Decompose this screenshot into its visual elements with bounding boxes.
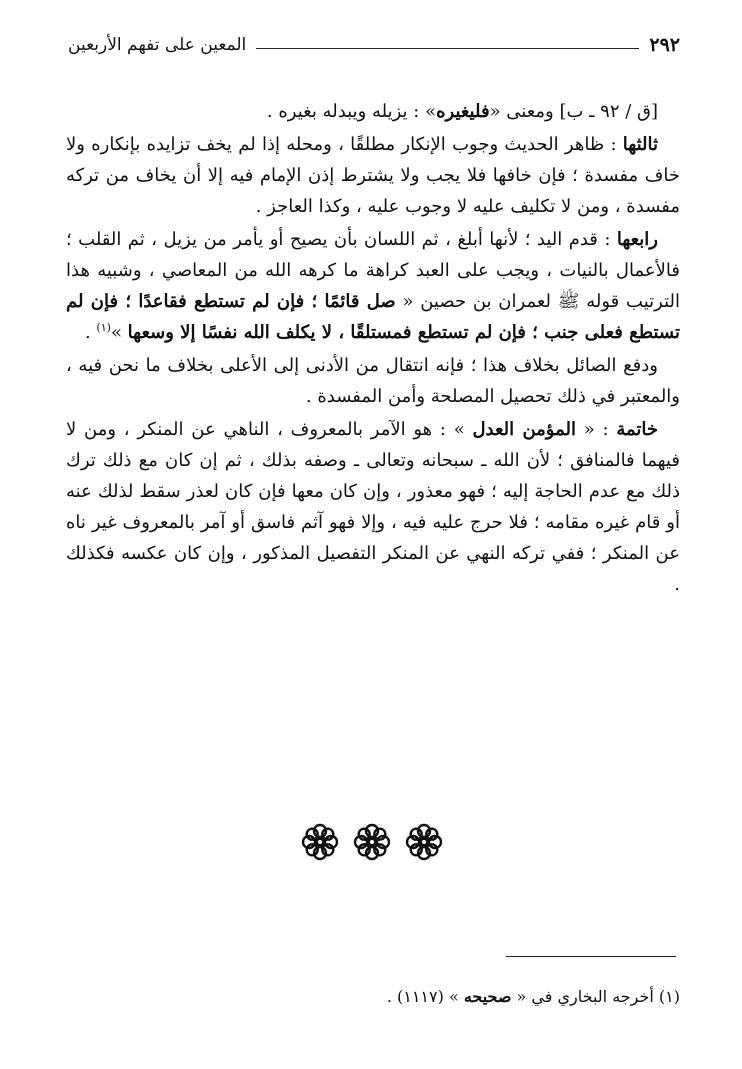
text-segment: [ق / ٩٢ ـ ب] ومعنى « — [489, 101, 658, 122]
footnote-text: (١) أخرجه البخاري في « — [511, 987, 680, 1006]
text-segment: » — [110, 322, 128, 343]
hadith-quote: صل قائمًا ؛ فإن لم تستطع فقاعدًا ؛ فإن لم تستطع فعلى جنب ؛ فإن لم تستطع فمستلقًا ، لا يكلف الله نفسًا إلا وسعها — [66, 291, 680, 343]
bold-term: فليغيره — [436, 101, 490, 122]
main-text — [66, 96, 680, 602]
page-header — [68, 30, 680, 60]
page-number: ٢٩٢ — [649, 34, 680, 56]
flower-ornament-icon — [352, 822, 392, 862]
footnote-marker[interactable]: (١) — [96, 321, 111, 334]
paragraph — [66, 350, 680, 412]
footnote-rule — [506, 956, 676, 957]
text-segment: . — [84, 322, 97, 343]
paragraph — [66, 129, 680, 222]
text-segment: : « — [576, 419, 617, 440]
text-segment: : ظاهر الحديث وجوب الإنكار مطلقًا ، ومحله إذا لم يخف تزايده بإنكاره ولا خاف مفسدة ؛ فإن خافها فلا يجب ولا يشترط إذن الإمام فيه إلا أن يخاف من تركه مفسدة ، ومن لا تكليف عليه لا وجوب عليه ، وكذا العاجز . — [66, 134, 680, 217]
section-heading: ثالثها — [622, 134, 658, 155]
section-heading: خاتمة — [616, 419, 658, 440]
text-segment: ودفع الصائل بخلاف هذا ؛ فإنه انتقال من الأدنى إلى الأعلى بخلاف ما نحن فيه ، والمعتبر في ذلك تحصيل المصلحة وأمن المفسدة . — [66, 355, 680, 407]
flower-ornament-icon — [404, 822, 444, 862]
section-heading: رابعها — [616, 229, 658, 250]
bold-term: المؤمن العدل — [472, 419, 576, 440]
text-segment: » : يزيله ويبدله بغيره . — [266, 101, 437, 122]
header-rule — [256, 48, 639, 49]
footnote-text: » (١١١٧) . — [386, 987, 464, 1006]
paragraph — [66, 224, 680, 348]
text-segment: : قدم اليد ؛ لأنها أبلغ ، ثم اللسان بأن يصيح أو يأمر من يزيل ، ثم القلب ؛ فالأعمال بالنيات ، ويجب على العبد كراهة ما كرهه الله من المعاصي ، وشبيه هذا الترتيب قوله ﷺ لعمران بن حصين « — [66, 229, 680, 312]
footnote-source-title: صحيحه — [463, 987, 512, 1006]
text-segment: » : هو الآمر بالمعروف ، الناهي عن المنكر ، ومن لا فيهما فالمنافق ؛ لأن الله ـ سبحانه وتعالى ـ وصفه بذلك ، ثم إن كان مع ذلك ترك ذلك مع عدم الحاجة إليه ؛ فهو معذور ، وإن كان معها فإن كان لعذر سقط لذلك عنه أو قام غيره مقامه ؛ فلا حرج عليه فيه ، وإلا فهو آثم فاسق أو آمر بالمعروف غير ناه عن المنكر ؛ ففي تركه النهي عن المنكر التفصيل المذكور ، وإن كان عكسه فكذلك . — [66, 419, 680, 595]
paragraph — [66, 96, 680, 127]
section-end-ornament — [300, 822, 444, 862]
footnote — [66, 984, 680, 1010]
running-title: المعين على تفهم الأربعين — [68, 35, 247, 55]
flower-ornament-icon — [300, 822, 340, 862]
paragraph — [66, 414, 680, 600]
